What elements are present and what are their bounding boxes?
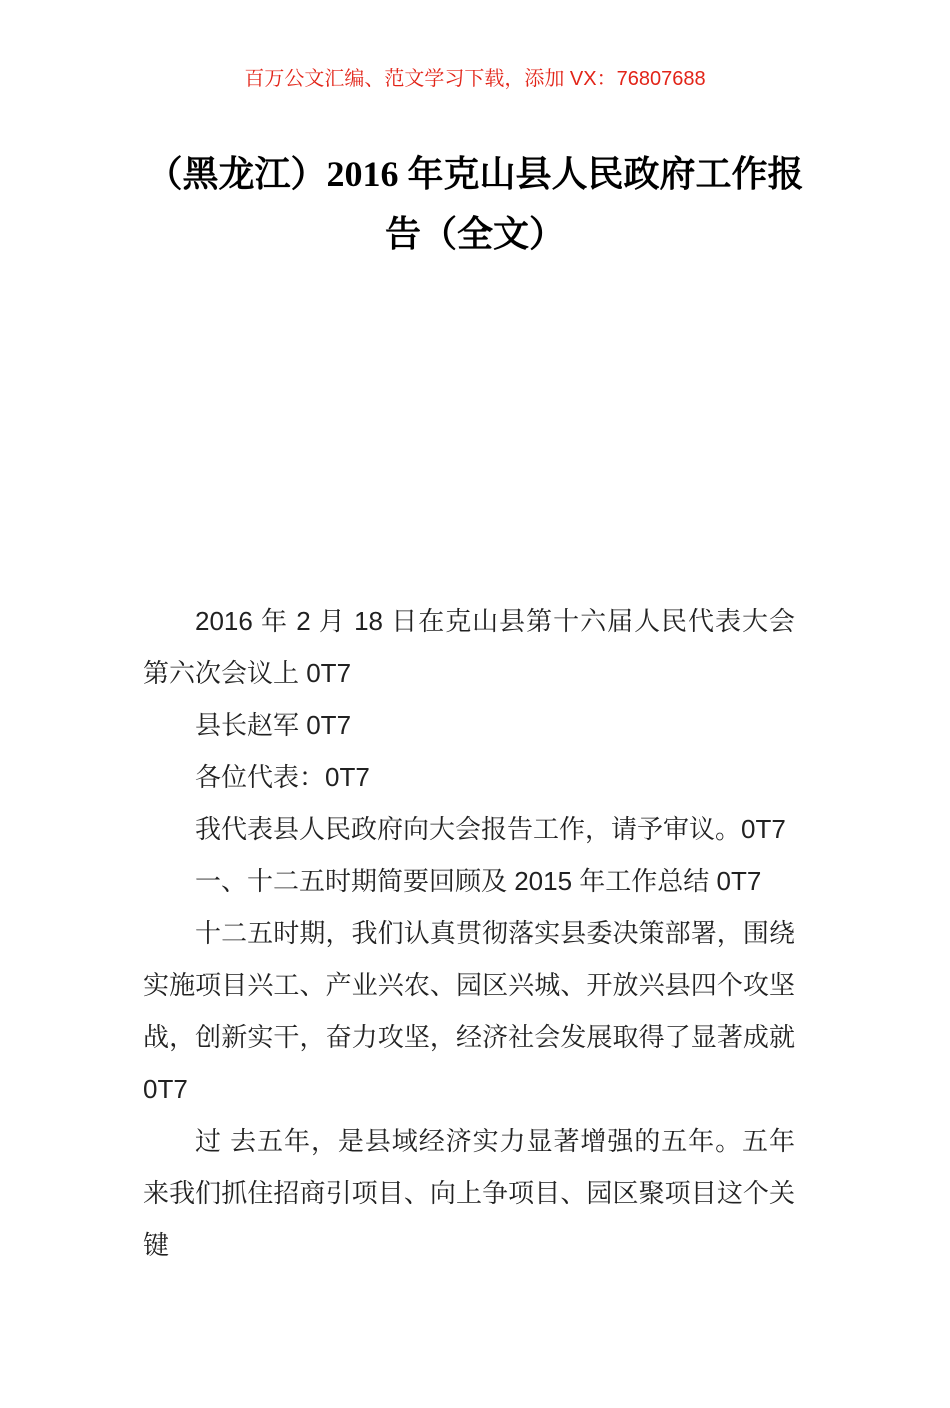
paragraph-session-line: 2016 年 2 月 18 日在克山县第十六届人民代表大会第六次会议上 0T7 bbox=[143, 606, 795, 688]
promo-banner: 百万公文汇编、范文学习下载，添加 VX：76807688 bbox=[244, 68, 706, 90]
paragraph-intro: 我代表县人民政府向大会报告工作，请予审议。0T7 bbox=[195, 814, 786, 844]
document-body bbox=[143, 595, 795, 1271]
paragraph-summary: 十二五时期，我们认真贯彻落实县委决策部署，围绕实施项目兴工、产业兴农、园区兴城、开放兴县四个攻坚战，创新实干，奋力攻坚，经济社会发展取得了显著成就 0T7 bbox=[143, 918, 795, 1104]
paragraph-speaker: 县长赵军 0T7 bbox=[195, 710, 352, 740]
paragraph-section-heading: 一、十二五时期简要回顾及 2015 年工作总结 0T7 bbox=[195, 866, 762, 896]
paragraph-salutation: 各位代表：0T7 bbox=[195, 762, 370, 792]
document-page bbox=[0, 64, 950, 1408]
document-title: （黑龙江）2016 年克山县人民政府工作报告（全文） bbox=[146, 154, 804, 254]
paragraph-five-years: 过 去五年，是县域经济实力显著增强的五年。五年来我们抓住招商引项目、向上争项目、园区聚项目这个关键 bbox=[143, 1126, 795, 1260]
